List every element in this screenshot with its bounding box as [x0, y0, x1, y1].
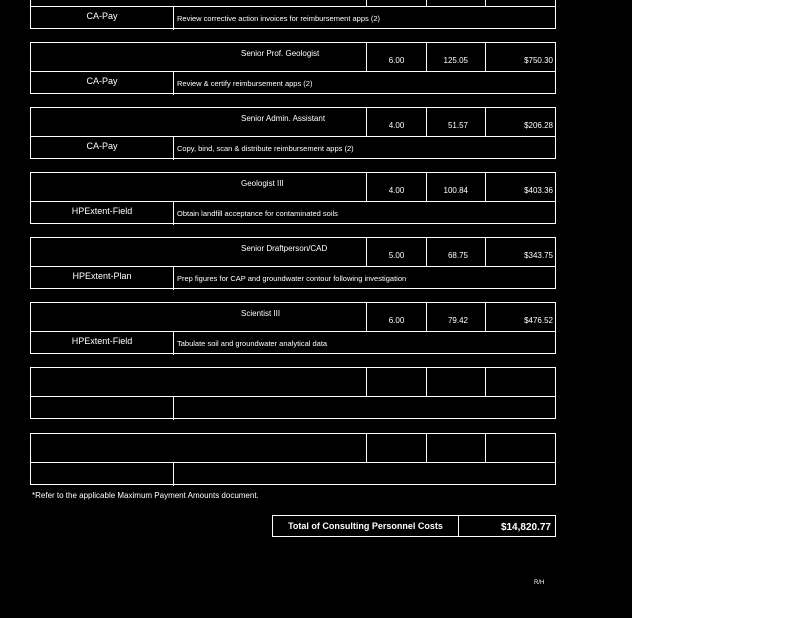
amount-cell: $206.28: [524, 121, 553, 130]
task-code-cell: HPExtent-Field: [31, 202, 174, 225]
amount-cell: [486, 434, 556, 462]
description-cell: Prep figures for CAP and groundwater contour following investigation: [177, 274, 407, 283]
rate-cell: [427, 0, 486, 6]
hours-cell: 6.00: [367, 43, 427, 71]
title-cell: [238, 368, 367, 396]
task-code-cell: HPExtent-Plan: [31, 267, 174, 290]
table-row: [30, 172, 556, 224]
task-code-cell: CA-Pay: [31, 137, 174, 160]
footnote: *Refer to the applicable Maximum Payment Amounts document.: [32, 491, 259, 500]
table-row: [30, 367, 556, 419]
table-row: [30, 433, 556, 485]
title-cell: [238, 0, 367, 6]
amount-cell: [486, 368, 556, 396]
description-cell: Tabulate soil and groundwater analytical data: [177, 339, 328, 348]
amount-cell: $343.75: [524, 251, 553, 260]
table-row: [30, 237, 556, 289]
task-code-cell: [31, 463, 174, 486]
corner-mark: R/H: [534, 580, 545, 586]
amount-cell: [486, 0, 556, 6]
table-row: [30, 107, 556, 159]
total-label: Total of Consulting Personnel Costs: [273, 516, 459, 536]
description-cell: Copy, bind, scan & distribute reimbursement apps (2): [177, 144, 354, 153]
title-cell: [238, 434, 367, 462]
title-cell: Senior Prof. Geologist: [238, 43, 367, 71]
rate-cell: 51.57: [427, 108, 486, 136]
task-code-cell: HPExtent-Field: [31, 332, 174, 355]
amount-cell: $750.30: [524, 56, 553, 65]
rate-cell: 79.42: [427, 303, 486, 331]
amount-cell: $476.52: [524, 316, 553, 325]
hours-cell: 5.00: [367, 238, 427, 266]
hours-cell: 4.00: [367, 108, 427, 136]
hours-cell: [367, 0, 427, 6]
title-cell: Scientist III: [238, 303, 367, 331]
table-row: [30, 42, 556, 94]
hours-cell: [367, 368, 427, 396]
rate-cell: [427, 434, 486, 462]
description-cell: Review corrective action invoices for reimbursement apps (2): [177, 14, 380, 23]
total-costs-box: [272, 515, 556, 537]
title-cell: Senior Draftperson/CAD: [238, 238, 367, 266]
hours-cell: [367, 434, 427, 462]
task-code-cell: [31, 397, 174, 420]
description-cell: Review & certify reimbursement apps (2): [177, 79, 313, 88]
task-code-cell: CA-Pay: [31, 7, 174, 30]
title-cell: Senior Admin. Assistant: [238, 108, 367, 136]
hours-cell: 4.00: [367, 173, 427, 201]
total-value: $14,820.77: [500, 522, 551, 533]
description-cell: [174, 397, 556, 420]
rate-cell: 68.75: [427, 238, 486, 266]
description-cell: Obtain landfill acceptance for contaminated soils: [177, 209, 338, 218]
rate-cell: 100.84: [427, 173, 486, 201]
description-cell: [174, 463, 556, 486]
amount-cell: $403.36: [524, 186, 553, 195]
table-row: [30, 302, 556, 354]
title-cell: Geologist III: [238, 173, 367, 201]
rate-cell: [427, 368, 486, 396]
hours-cell: 6.00: [367, 303, 427, 331]
task-code-cell: CA-Pay: [31, 72, 174, 95]
table-row: [30, 0, 556, 29]
rate-cell: 125.05: [427, 43, 486, 71]
